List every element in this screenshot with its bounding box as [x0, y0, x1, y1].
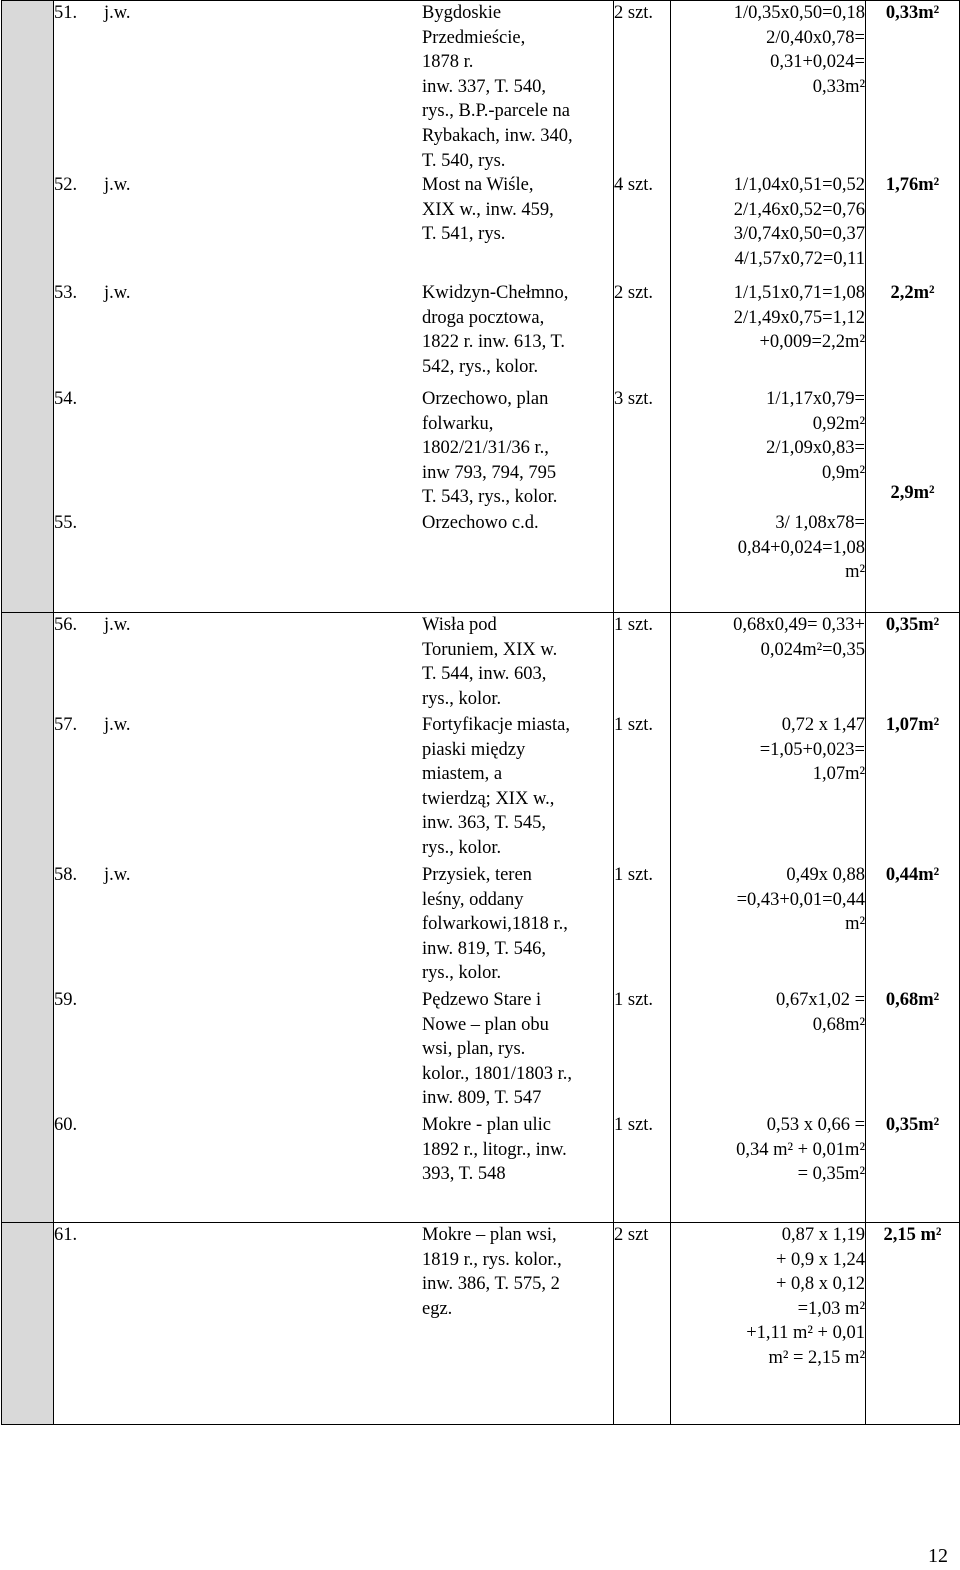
calculation — [736, 1113, 865, 1187]
desc-line: Pędzewo Stare i — [422, 990, 542, 1010]
quantity: 1 szt. — [614, 615, 654, 635]
entry-number: 59. — [54, 990, 78, 1010]
entry-description — [422, 613, 622, 711]
desc-line: T. 543, rys., kolor. — [422, 487, 558, 508]
number-desc-cell — [54, 1223, 614, 1425]
desc-line: 1819 r., rys. kolor., — [422, 1249, 562, 1270]
entry-number: 51. — [54, 3, 78, 23]
desc-line: rys., kolor. — [422, 837, 502, 858]
entry-number: 55. — [54, 513, 78, 533]
desc-line: T. 544, inw. 603, — [422, 664, 547, 685]
calc-line: 0,34 m² + 0,01m² — [736, 1139, 865, 1160]
calc-line: 0,33m² — [812, 76, 865, 97]
area-total: 1,07m² — [885, 715, 940, 735]
desc-line: Nowe – plan obu — [422, 1014, 549, 1035]
calc-line: 0,68x0,49= 0,33+ — [733, 615, 865, 635]
entry-description — [422, 1, 622, 173]
area-cell — [866, 1223, 960, 1425]
quantity: 1 szt. — [614, 1115, 654, 1135]
page-number: 12 — [928, 1545, 948, 1567]
entry-description — [422, 988, 622, 1111]
area-total: 0,44m² — [885, 865, 940, 885]
calc-line: 0,92m² — [812, 413, 865, 434]
entry-number: 54. — [54, 389, 78, 409]
entry-jw: j.w. — [104, 283, 131, 303]
calc-line: m² = 2,15 m² — [768, 1347, 865, 1368]
area-total: 2,9m² — [890, 483, 935, 503]
desc-line: leśny, oddany — [422, 889, 524, 910]
calc-line: 4/1,57x0,72=0,11 — [734, 248, 865, 269]
number-desc-cell — [54, 613, 614, 1223]
table-row — [2, 1223, 960, 1425]
entry-number: 56. — [54, 615, 78, 635]
calculation — [738, 511, 865, 585]
desc-line: Orzechowo c.d. — [422, 513, 539, 533]
quantity: 1 szt. — [614, 990, 654, 1010]
desc-line: 1892 r., litogr., inw. — [422, 1139, 567, 1160]
calc-line: =1,03 m² — [797, 1298, 865, 1319]
area-cell — [866, 613, 960, 1223]
entry-jw: j.w. — [104, 865, 131, 885]
calc-line: 0,87 x 1,19 — [781, 1225, 865, 1245]
quantity: 4 szt. — [614, 175, 654, 195]
desc-line: T. 540, rys. — [422, 150, 506, 171]
area-total: 0,35m² — [885, 1115, 940, 1135]
desc-line: 1802/21/31/36 r., — [422, 438, 549, 459]
calc-line: + 0,8 x 0,12 — [775, 1274, 865, 1295]
calc-line: 0,53 x 0,66 = — [766, 1115, 865, 1135]
area-total: 2,15 m² — [883, 1225, 942, 1245]
desc-line: T. 541, rys. — [422, 224, 506, 245]
calc-line: 0,68m² — [812, 1014, 865, 1035]
entry-description — [422, 281, 622, 379]
margin-cell — [2, 1, 54, 613]
desc-line: 393, T. 548 — [422, 1164, 506, 1185]
quantity-cell — [614, 1, 671, 613]
quantity: 3 szt. — [614, 389, 654, 409]
calc-line: 2/0,40x0,78= — [766, 27, 865, 48]
desc-line: Fortyfikacje miasta, — [422, 715, 570, 735]
calculation-cell — [671, 613, 866, 1223]
desc-line: folwarku, — [422, 413, 494, 434]
desc-line: rys., B.P.-parcele na — [422, 101, 570, 122]
calc-line: +1,11 m² + 0,01 — [746, 1323, 865, 1344]
calculation — [734, 1, 865, 99]
desc-line: wsi, plan, rys. — [422, 1039, 526, 1060]
calc-line: 1/1,51x0,71=1,08 — [733, 283, 865, 303]
desc-line: twierdzą; XIX w., — [422, 788, 555, 809]
margin-cell — [2, 613, 54, 1223]
calc-line: 0,024m²=0,35 — [760, 639, 865, 660]
desc-line: Mokre - plan ulic — [422, 1115, 551, 1135]
area-total: 0,35m² — [885, 615, 940, 635]
table-row — [2, 1, 960, 613]
margin-cell — [2, 1223, 54, 1425]
calculation-cell — [671, 1223, 866, 1425]
table-row — [2, 613, 960, 1223]
calculation — [760, 713, 865, 787]
entry-jw: j.w. — [104, 175, 131, 195]
entry-description — [422, 173, 622, 247]
calc-line: + 0,9 x 1,24 — [775, 1249, 865, 1270]
inventory-table — [1, 0, 960, 1425]
quantity-cell — [614, 613, 671, 1223]
desc-line: egz. — [422, 1298, 453, 1319]
desc-line: inw 793, 794, 795 — [422, 462, 557, 483]
area-total: 2,2m² — [890, 283, 935, 303]
entry-description — [422, 1113, 622, 1187]
calc-line: 0,31+0,024= — [770, 52, 865, 73]
desc-line: folwarkowi,1818 r., — [422, 914, 568, 935]
calculation — [734, 173, 865, 271]
desc-line: inw. 363, T. 545, — [422, 813, 547, 834]
calc-line: 2/1,49x0,75=1,12 — [733, 307, 865, 328]
desc-line: Toruniem, XIX w. — [422, 639, 558, 660]
desc-line: 1822 r. inw. 613, T. — [422, 332, 566, 353]
desc-line: rys., kolor. — [422, 688, 502, 709]
desc-line: droga pocztowa, — [422, 307, 545, 328]
calculation — [734, 281, 865, 355]
desc-line: Mokre – plan wsi, — [422, 1225, 557, 1245]
entry-jw: j.w. — [104, 615, 131, 635]
calc-line: m² — [845, 914, 865, 935]
calculation — [776, 988, 865, 1037]
desc-line: kolor., 1801/1803 r., — [422, 1063, 573, 1084]
entry-number: 60. — [54, 1115, 78, 1135]
entry-jw: j.w. — [104, 715, 131, 735]
desc-line: Przedmieście, — [422, 27, 526, 48]
desc-line: Most na Wiśle, — [422, 175, 534, 195]
desc-line: Wisła pod — [422, 615, 497, 635]
calc-line: 3/0,74x0,50=0,37 — [733, 224, 865, 245]
calc-line: 0,49x 0,88 — [786, 865, 865, 885]
desc-line: inw. 386, T. 575, 2 — [422, 1274, 560, 1295]
area-cell — [866, 1, 960, 613]
desc-line: Kwidzyn-Chełmno, — [422, 283, 569, 303]
entry-number: 57. — [54, 715, 78, 735]
area-total: 0,33m² — [885, 3, 940, 23]
quantity: 1 szt. — [614, 865, 654, 885]
calculation — [766, 387, 865, 485]
entry-description — [422, 511, 622, 536]
quantity: 2 szt. — [614, 3, 654, 23]
desc-line: Przysiek, teren — [422, 865, 532, 885]
quantity: 2 szt. — [614, 283, 654, 303]
calc-line: =1,05+0,023= — [759, 739, 865, 760]
desc-line: miastem, a — [422, 764, 503, 785]
calc-line: =0,43+0,01=0,44 — [736, 889, 865, 910]
desc-line: XIX w., inw. 459, — [422, 199, 554, 220]
area-total: 1,76m² — [885, 175, 940, 195]
quantity-cell — [614, 1223, 671, 1425]
calc-line: 0,9m² — [821, 462, 865, 483]
desc-line: inw. 809, T. 547 — [422, 1088, 542, 1109]
area-total: 0,68m² — [885, 990, 940, 1010]
entry-description — [422, 387, 622, 510]
desc-line: inw. 819, T. 546, — [422, 938, 547, 959]
calc-line: 1/0,35x0,50=0,18 — [733, 3, 865, 23]
calculation-cell — [671, 1, 866, 613]
calc-line: 1,07m² — [812, 764, 865, 785]
calculation — [737, 863, 865, 937]
calc-line: 1/1,17x0,79= — [766, 389, 865, 409]
entry-number: 58. — [54, 865, 78, 885]
entry-description — [422, 1223, 622, 1321]
calc-line: 1/1,04x0,51=0,52 — [733, 175, 865, 195]
entry-number: 52. — [54, 175, 78, 195]
calculation — [733, 613, 865, 662]
entry-description — [422, 713, 622, 861]
calculation — [671, 1223, 865, 1371]
desc-line: Bygdoskie — [422, 3, 502, 23]
calc-line: 0,67x1,02 = — [775, 990, 865, 1010]
calc-line: +0,009=2,2m² — [759, 332, 865, 353]
entry-description — [422, 863, 622, 986]
desc-line: Orzechowo, plan — [422, 389, 549, 409]
quantity: 1 szt. — [614, 715, 654, 735]
desc-line: 1878 r. — [422, 52, 474, 73]
desc-line: rys., kolor. — [422, 963, 502, 984]
desc-line: Rybakach, inw. 340, — [422, 125, 573, 146]
quantity: 2 szt — [614, 1225, 649, 1245]
desc-line: inw. 337, T. 540, — [422, 76, 547, 97]
calc-line: m² — [845, 562, 865, 583]
calc-line: 3/ 1,08x78= — [775, 513, 865, 533]
desc-line: piaski między — [422, 739, 526, 760]
calc-line: 0,72 x 1,47 — [781, 715, 865, 735]
calc-line: = 0,35m² — [797, 1164, 865, 1185]
calc-line: 2/1,46x0,52=0,76 — [733, 199, 865, 220]
number-desc-cell — [54, 1, 614, 613]
entry-number: 61. — [54, 1225, 78, 1245]
entry-jw: j.w. — [104, 3, 131, 23]
calc-line: 0,84+0,024=1,08 — [737, 537, 865, 558]
entry-number: 53. — [54, 283, 78, 303]
desc-line: 542, rys., kolor. — [422, 356, 539, 377]
calc-line: 2/1,09x0,83= — [766, 438, 865, 459]
